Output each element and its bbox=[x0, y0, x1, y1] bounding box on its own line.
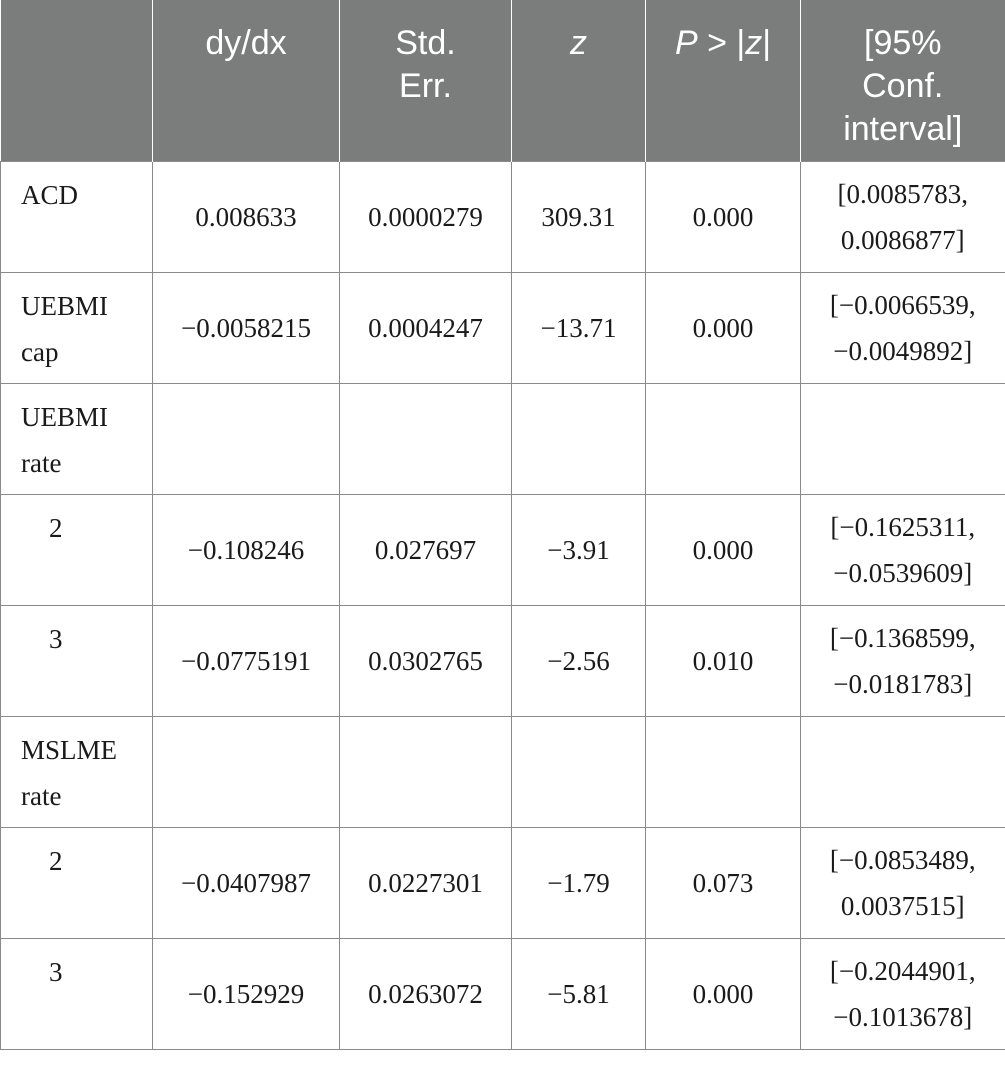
cell-z: −3.91 bbox=[512, 494, 646, 605]
table-row bbox=[1, 161, 1005, 272]
cell-ci bbox=[801, 827, 1005, 938]
cell-std-err: 0.027697 bbox=[340, 494, 512, 605]
cell-std-err: 0.0263072 bbox=[340, 938, 512, 1049]
ci-upper: −0.0181783] bbox=[833, 668, 973, 699]
cell-std-err: 0.0227301 bbox=[340, 827, 512, 938]
cell-p: 0.000 bbox=[646, 494, 801, 605]
header-empty bbox=[1, 0, 153, 161]
cell-p: 0.000 bbox=[646, 938, 801, 1049]
header-std-err-line1: Std. bbox=[395, 24, 456, 62]
ci-upper: −0.1013678] bbox=[833, 1001, 973, 1032]
cell-dydx: −0.0058215 bbox=[153, 272, 340, 383]
header-p-z: z bbox=[745, 24, 763, 62]
cell-p: 0.010 bbox=[646, 605, 801, 716]
cell-p: 0.000 bbox=[646, 272, 801, 383]
header-std-err-line2: Err. bbox=[399, 67, 452, 105]
row-label-line2: rate bbox=[21, 447, 62, 478]
row-label-line1: UEBMI bbox=[21, 290, 108, 321]
cell-p bbox=[646, 383, 801, 494]
cell-z: −5.81 bbox=[512, 938, 646, 1049]
ci-upper: −0.0539609] bbox=[833, 557, 973, 588]
header-p-end: | bbox=[762, 24, 772, 62]
table-body bbox=[1, 161, 1005, 1049]
cell-ci bbox=[801, 383, 1005, 494]
row-label bbox=[1, 938, 153, 1049]
ci-lower: [−0.1625311, bbox=[830, 511, 976, 542]
table-row bbox=[1, 494, 1005, 605]
row-label-line1: 2 bbox=[49, 845, 63, 876]
cell-dydx bbox=[153, 716, 340, 827]
header-dydx: dy/dx bbox=[153, 0, 340, 161]
cell-ci bbox=[801, 716, 1005, 827]
ci-upper: −0.0049892] bbox=[833, 335, 973, 366]
row-label-line1: MSLME bbox=[21, 734, 118, 765]
header-p-mid: > | bbox=[697, 24, 746, 62]
row-label bbox=[1, 605, 153, 716]
cell-dydx bbox=[153, 383, 340, 494]
cell-dydx: 0.008633 bbox=[153, 161, 340, 272]
table-header bbox=[1, 0, 1005, 161]
ci-lower: [−0.1368599, bbox=[829, 622, 976, 653]
ci-lower: [−0.0066539, bbox=[829, 289, 976, 320]
cell-z: 309.31 bbox=[512, 161, 646, 272]
table-row bbox=[1, 383, 1005, 494]
cell-ci bbox=[801, 605, 1005, 716]
cell-dydx: −0.0407987 bbox=[153, 827, 340, 938]
ci-lower: [−0.0853489, bbox=[829, 844, 976, 875]
table-row bbox=[1, 716, 1005, 827]
table-row bbox=[1, 938, 1005, 1049]
header-p-letter: P bbox=[674, 24, 698, 62]
row-label-line1: 3 bbox=[49, 956, 63, 987]
row-label bbox=[1, 383, 153, 494]
row-label-line1: UEBMI bbox=[21, 401, 108, 432]
table-row bbox=[1, 605, 1005, 716]
table-row bbox=[1, 827, 1005, 938]
cell-ci bbox=[801, 161, 1005, 272]
row-label bbox=[1, 272, 153, 383]
cell-ci bbox=[801, 938, 1005, 1049]
cell-std-err: 0.0004247 bbox=[340, 272, 512, 383]
cell-ci bbox=[801, 272, 1005, 383]
cell-p bbox=[646, 716, 801, 827]
cell-z bbox=[512, 383, 646, 494]
table-row bbox=[1, 272, 1005, 383]
row-label-line1: 3 bbox=[49, 623, 63, 654]
row-label-line1: ACD bbox=[21, 179, 79, 210]
cell-z: −13.71 bbox=[512, 272, 646, 383]
row-label-line2: rate bbox=[21, 780, 62, 811]
header-std-err bbox=[340, 0, 512, 161]
row-label-line2: cap bbox=[21, 336, 59, 367]
header-ci-line3: interval] bbox=[843, 110, 963, 148]
cell-std-err: 0.0302765 bbox=[340, 605, 512, 716]
cell-z bbox=[512, 716, 646, 827]
cell-dydx: −0.108246 bbox=[153, 494, 340, 605]
header-z: z bbox=[512, 0, 646, 161]
cell-ci bbox=[801, 494, 1005, 605]
ci-lower: [0.0085783, bbox=[837, 178, 968, 209]
header-row bbox=[1, 0, 1005, 161]
header-ci-line2: Conf. bbox=[862, 67, 944, 105]
cell-z: −2.56 bbox=[512, 605, 646, 716]
cell-dydx: −0.0775191 bbox=[153, 605, 340, 716]
cell-z: −1.79 bbox=[512, 827, 646, 938]
row-label bbox=[1, 161, 153, 272]
cell-p: 0.073 bbox=[646, 827, 801, 938]
row-label-line1: 2 bbox=[49, 512, 63, 543]
row-label bbox=[1, 827, 153, 938]
header-p-value bbox=[646, 0, 801, 161]
header-conf-interval bbox=[801, 0, 1005, 161]
ci-upper: 0.0086877] bbox=[840, 224, 965, 255]
cell-dydx: −0.152929 bbox=[153, 938, 340, 1049]
row-label bbox=[1, 494, 153, 605]
row-label bbox=[1, 716, 153, 827]
header-ci-line1: [95% bbox=[864, 24, 942, 62]
ci-upper: 0.0037515] bbox=[840, 890, 965, 921]
cell-p: 0.000 bbox=[646, 161, 801, 272]
cell-std-err: 0.0000279 bbox=[340, 161, 512, 272]
ci-lower: [−0.2044901, bbox=[829, 955, 976, 986]
cell-std-err bbox=[340, 716, 512, 827]
cell-std-err bbox=[340, 383, 512, 494]
